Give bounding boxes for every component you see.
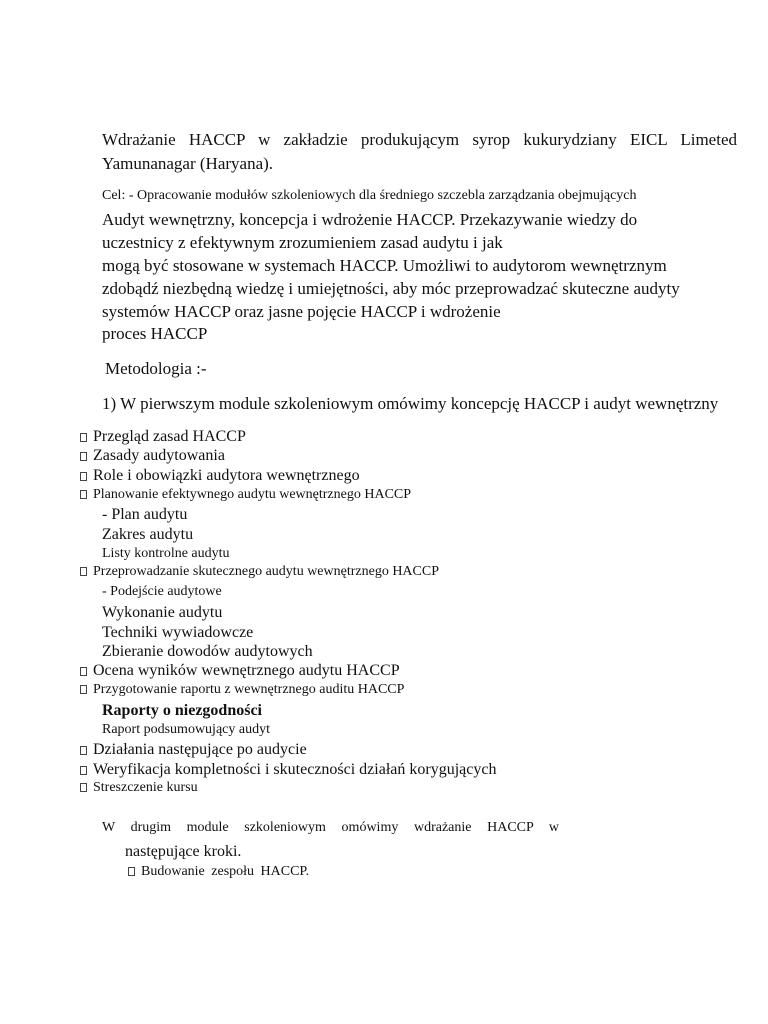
goal-line-5: zdobądź niezbędną wiedzę i umiejętności, aby móc przeprowadzać skuteczne audyty xyxy=(102,279,680,298)
checkbox-icon xyxy=(80,567,87,576)
list-item: Działania następujące po audycie xyxy=(80,742,307,758)
checkbox-icon xyxy=(80,746,87,755)
module-2-intro: W drugim module szkoleniowym omówimy wdrażanie HACCP w xyxy=(102,820,559,835)
module-2-line-2: następujące kroki. xyxy=(125,843,242,860)
checkbox-icon xyxy=(80,685,87,694)
list-item: Zasady audytowania xyxy=(80,448,225,464)
sub-item: Raport podsumowujący audyt xyxy=(102,722,270,737)
list-item: Ocena wyników wewnętrznego audytu HACCP xyxy=(80,663,400,679)
checkbox-icon xyxy=(80,766,87,775)
list-item: Planowanie efektywnego audytu wewnętrznego HACCP xyxy=(80,488,411,502)
sub-item: Techniki wywiadowcze xyxy=(102,624,254,641)
module-1-intro: 1) W pierwszym module szkoleniowym omówimy koncepcję HACCP i audyt wewnętrzny xyxy=(102,394,719,413)
checkbox-icon xyxy=(80,667,87,676)
sub-item: Raporty o niezgodności xyxy=(102,702,262,719)
goal-line-2: Audyt wewnętrzny, koncepcja i wdrożenie HACCP. Przekazywanie wiedzy do xyxy=(102,210,638,229)
goal-line-6: systemów HACCP oraz jasne pojęcie HACCP i wdrożenie xyxy=(102,302,501,321)
list-item: Przygotowanie raportu z wewnętrznego auditu HACCP xyxy=(80,683,404,697)
checkbox-icon xyxy=(80,490,87,499)
list-item: Weryfikacja kompletności i skuteczności działań korygujących xyxy=(80,762,496,778)
title-line-1: Wdrażanie HACCP w zakładzie produkującym syrop kukurydziany EICL Limeted xyxy=(102,130,737,149)
sub-item: - Podejście audytowe xyxy=(102,584,222,599)
goal-line-1: Cel: - Opracowanie modułów szkoleniowych dla średniego szczebla zarządzania obejmujących xyxy=(102,188,637,203)
goal-line-3: uczestnicy z efektywnym zrozumieniem zasad audytu i jak xyxy=(102,233,503,252)
sub-item: Listy kontrolne audytu xyxy=(102,546,230,561)
checkbox-icon xyxy=(128,867,135,876)
goal-line-7: proces HACCP xyxy=(102,324,208,343)
checkbox-icon xyxy=(80,472,87,481)
methodology-heading: Metodologia :- xyxy=(105,359,207,378)
goal-line-4: mogą być stosowane w systemach HACCP. Umożliwi to audytorom wewnętrznym xyxy=(102,256,667,275)
checkbox-icon xyxy=(80,783,87,792)
title-line-2: Yamunanagar (Haryana). xyxy=(102,154,274,173)
sub-item: Zbieranie dowodów audytowych xyxy=(102,643,313,660)
sub-item: Wykonanie audytu xyxy=(102,604,223,621)
sub-item: Zakres audytu xyxy=(102,526,194,543)
sub-item: - Plan audytu xyxy=(102,506,188,523)
list-item: Budowanie zespołu HACCP. xyxy=(128,865,309,879)
list-item: Role i obowiązki audytora wewnętrznego xyxy=(80,468,360,484)
list-item: Przegląd zasad HACCP xyxy=(80,429,246,445)
checkbox-icon xyxy=(80,433,87,442)
list-item: Przeprowadzanie skutecznego audytu wewnętrznego HACCP xyxy=(80,565,439,579)
list-item: Streszczenie kursu xyxy=(80,781,198,795)
checkbox-icon xyxy=(80,452,87,461)
